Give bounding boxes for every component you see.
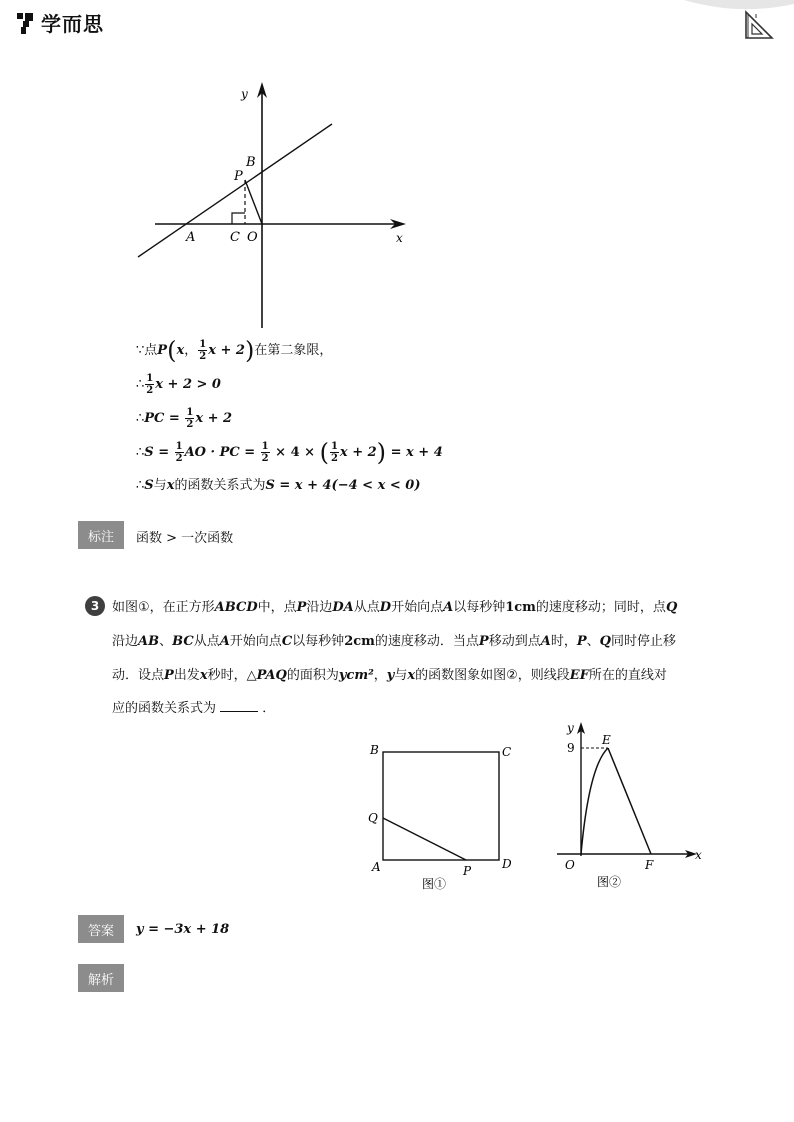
curve-oe — [581, 748, 608, 854]
point-label-a: A — [186, 230, 196, 245]
fraction: $\frac{1}{2}$ — [175, 441, 183, 464]
point-label-e: E — [602, 733, 611, 747]
point-label-d: D — [502, 857, 512, 871]
function-graph-figure — [555, 716, 715, 896]
answer-tag: 答案 — [78, 915, 124, 943]
segment-ef — [608, 748, 651, 854]
segment-po — [245, 180, 262, 224]
figure-caption-1: 图① — [422, 877, 447, 891]
point-label-a: A — [372, 860, 381, 874]
y-tick-9: 9 — [567, 741, 575, 755]
logo-mark-icon — [14, 11, 38, 35]
segment-qp — [383, 818, 466, 860]
answer-blank — [220, 699, 258, 712]
point-label-q: Q — [368, 811, 378, 825]
fraction: $\frac{1}{2}$ — [186, 407, 194, 430]
point-label-f: F — [645, 858, 654, 872]
x-axis-label: x — [695, 848, 702, 862]
solution-line-3: ∴PC = $\frac{1}{2}$ x + 2 — [136, 407, 233, 430]
solution-line-4: ∴S = $\frac{1}{2}$ AO · PC = $\frac{1}{2}$ × 4 × ( $\frac{1}{2}$ x + 2) = x + 4 — [136, 438, 443, 467]
answer-expression: y = −3x + 18 — [136, 922, 230, 937]
analysis-tag: 解析 — [78, 964, 124, 992]
point-label-o: O — [247, 230, 258, 245]
square-abcd — [383, 752, 499, 860]
fraction: $\frac{1}{2}$ — [199, 339, 207, 362]
fraction: $\frac{1}{2}$ — [146, 373, 154, 396]
note-tag: 标注 — [78, 521, 124, 549]
right-angle-mark — [232, 213, 245, 224]
solution-line-2: ∴ $\frac{1}{2}$ x + 2 > 0 — [136, 373, 221, 396]
question-number-badge: 3 — [85, 596, 105, 616]
y-axis-label: y — [567, 721, 574, 735]
note-text: 函数 > 一次函数 — [136, 531, 234, 546]
question-line-1: 如图①，在正方形ABCD中，点P沿边DA从点D开始向点A以每秒钟1cm的速度移动；同时，点Q — [112, 600, 678, 615]
question-line-4: 应的函数关系式为 ． — [112, 701, 276, 716]
solution-line-1: ∵点P(x， $\frac{1}{2}$ x + 2)在第二象限， — [136, 336, 333, 365]
square-figure — [362, 738, 522, 898]
point-label-p: P — [234, 169, 243, 184]
x-axis-label: x — [396, 231, 403, 245]
triangle-ruler-icon — [684, 0, 794, 48]
logo-text: 学而思 — [41, 12, 104, 36]
point-label-o: O — [565, 858, 575, 872]
fraction: $\frac{1}{2}$ — [330, 441, 338, 464]
point-label-p: P — [463, 864, 472, 878]
point-label-c: C — [502, 745, 512, 759]
point-label-b: B — [246, 155, 256, 170]
figure-caption-2: 图② — [597, 875, 622, 889]
question-line-3: 动．设点P出发x秒时，△PAQ的面积为ycm²，y与x的函数图象如图②，则线段EF所在的直线对 — [112, 668, 667, 683]
point-label-b: B — [370, 743, 379, 757]
question-line-2: 沿边AB、BC从点A开始向点C以每秒钟2cm的速度移动．当点P移动到点A时，P、Q同时停止移 — [112, 634, 676, 649]
fraction: $\frac{1}{2}$ — [261, 441, 269, 464]
solution-line-5: ∴S与x的函数关系式为S = x + 4(−4 < x < 0) — [136, 478, 421, 493]
line-graph-figure — [130, 80, 420, 330]
point-label-c: C — [230, 230, 240, 245]
y-axis-label: y — [241, 87, 248, 101]
brand-logo — [14, 8, 104, 37]
